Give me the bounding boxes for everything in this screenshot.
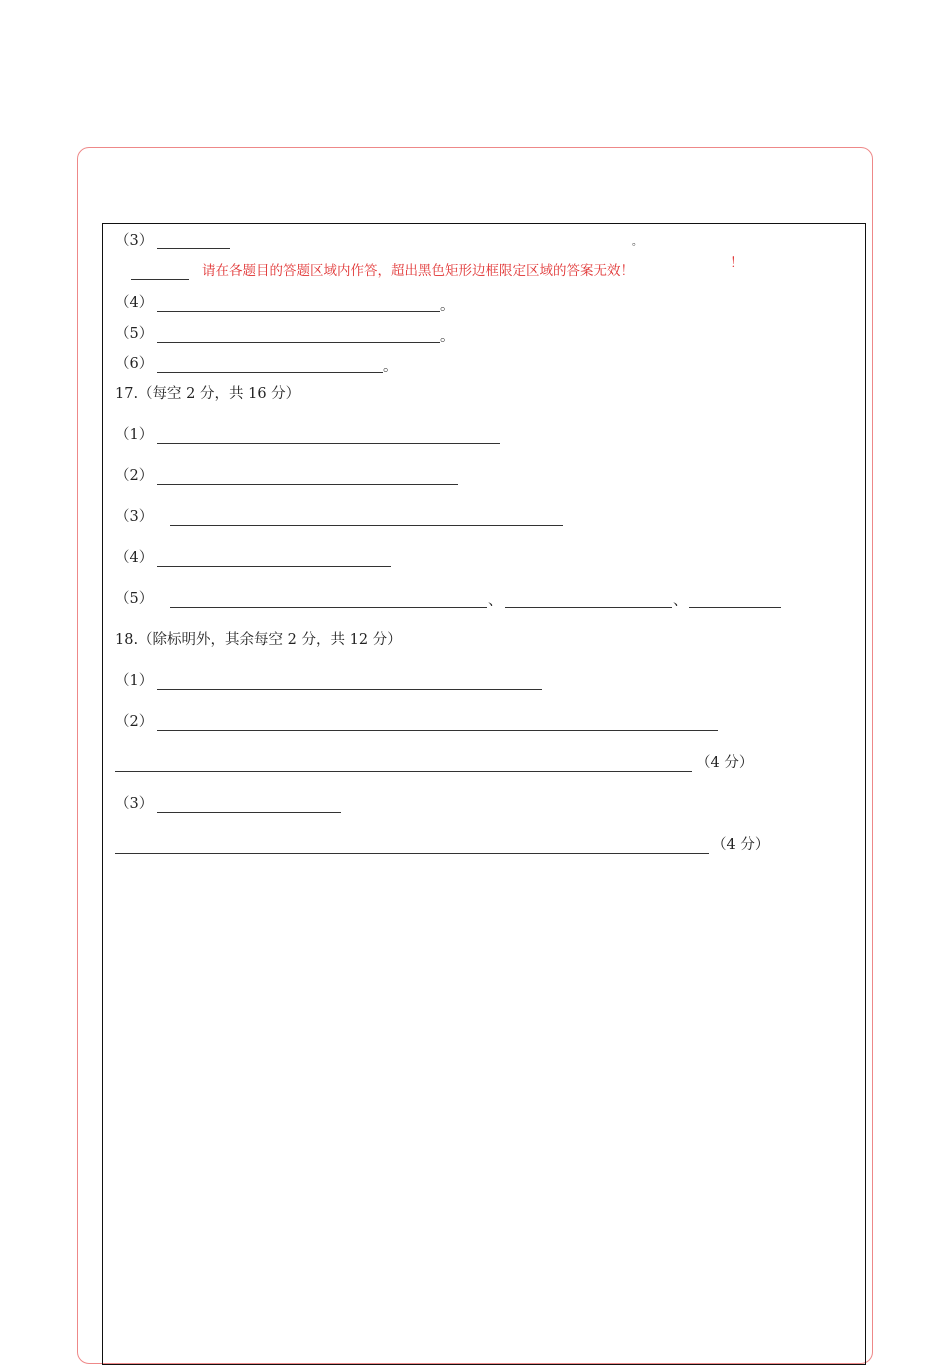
q16-item-4-label: （4） <box>115 295 154 311</box>
q18-3-blank-a[interactable] <box>157 812 341 813</box>
q17-item-3-label: （3） <box>115 509 154 525</box>
q18-1-blank[interactable] <box>157 689 542 690</box>
q16-5-blank[interactable] <box>157 342 440 343</box>
q17-5-blank-a[interactable] <box>170 607 487 608</box>
q17-item-4-label: （4） <box>115 550 154 566</box>
q17-item-1-label: （1） <box>115 427 154 443</box>
q16-3-period: 。 <box>632 237 642 248</box>
q16-6-blank[interactable] <box>157 372 383 373</box>
q16-3-blank-a[interactable] <box>157 248 230 249</box>
q17-5-separator-b: 、 <box>673 593 688 609</box>
q16-4-period: 。 <box>440 298 455 314</box>
q16-5-period: 。 <box>440 329 455 345</box>
q17-title: 17.（每空 2 分，共 16 分） <box>115 386 301 402</box>
q17-3-blank[interactable] <box>170 525 563 526</box>
q17-item-5-label: （5） <box>115 591 154 607</box>
q17-5-blank-c[interactable] <box>689 607 781 608</box>
q18-item-3-label: （3） <box>115 796 154 812</box>
q17-1-blank[interactable] <box>157 443 500 444</box>
q18-item-2-label: （2） <box>115 714 154 730</box>
q16-3-blank-b[interactable] <box>131 279 189 280</box>
answer-area-notice: 请在各题目的答题区域内作答，超出黑色矩形边框限定区域的答案无效！ <box>202 263 634 279</box>
q17-item-2-label: （2） <box>115 468 154 484</box>
q16-4-blank[interactable] <box>157 311 440 312</box>
q17-5-blank-b[interactable] <box>505 607 672 608</box>
q18-3-blank-b[interactable] <box>115 853 709 854</box>
q16-item-3-label: （3） <box>115 233 154 249</box>
q18-item-1-label: （1） <box>115 673 154 689</box>
q16-item-6-label: （6） <box>115 356 154 372</box>
notice-mark: ！ <box>730 255 744 271</box>
q18-title: 18.（除标明外，其余每空 2 分，共 12 分） <box>115 632 402 648</box>
q17-4-blank[interactable] <box>157 566 391 567</box>
q16-item-5-label: （5） <box>115 326 154 342</box>
q18-2-blank-b[interactable] <box>115 771 692 772</box>
q18-2-score-note: （4 分） <box>696 755 754 771</box>
q17-5-separator-a: 、 <box>488 593 503 609</box>
q17-2-blank[interactable] <box>157 484 458 485</box>
q18-3-score-note: （4 分） <box>712 837 770 853</box>
q16-6-period: 。 <box>383 359 398 375</box>
q18-2-blank-a[interactable] <box>157 730 718 731</box>
